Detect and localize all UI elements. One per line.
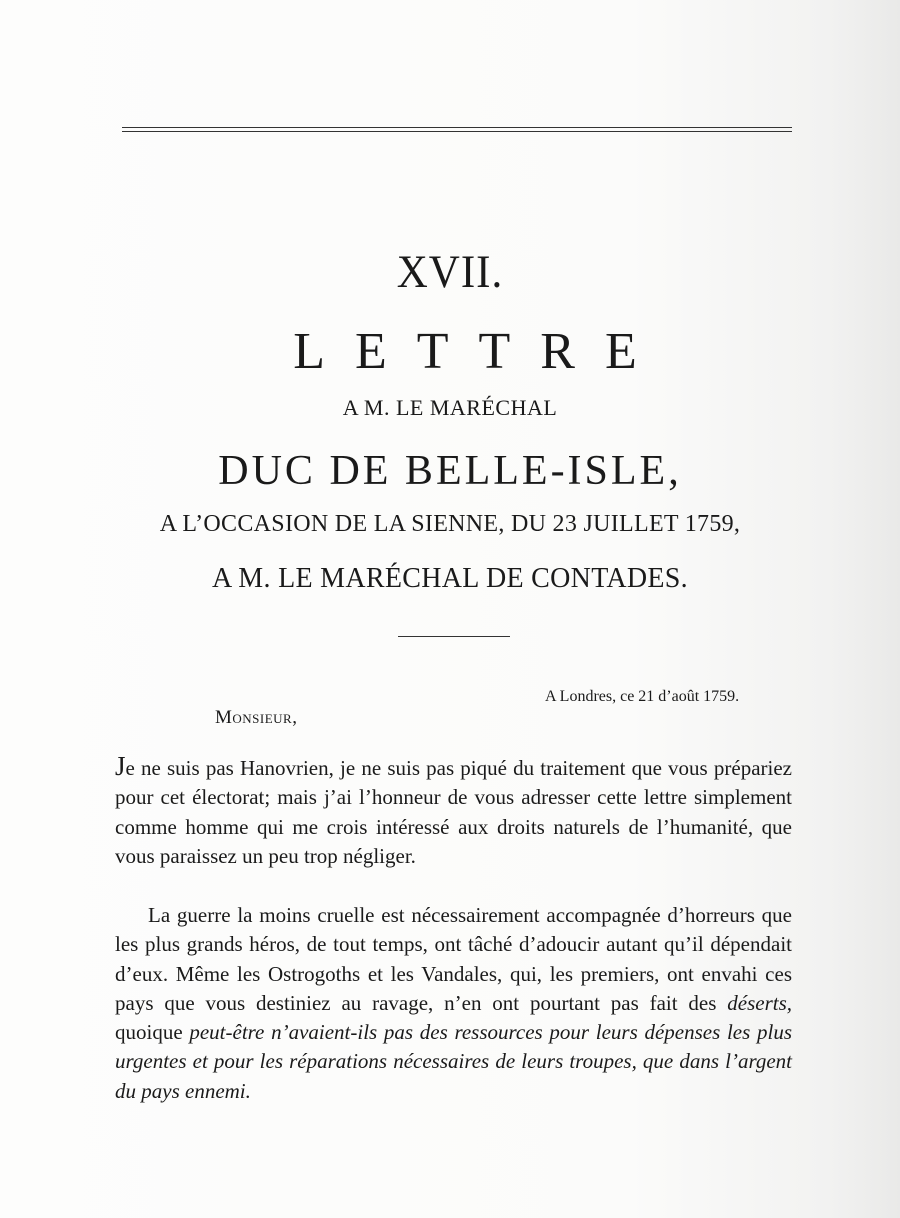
paragraph-2-italic-b: peut-être n’avaient-ils pas des ressources pour leurs dépenses les plus urgentes et pour les réparations nécessaires de leurs troupes, que dans l’argent du pays ennemi. bbox=[115, 1020, 793, 1103]
paragraph-2-text-b: quoique bbox=[115, 1020, 190, 1045]
heading-line-recipient-name: DUC DE BELLE-ISLE, bbox=[218, 448, 682, 494]
salutation: Monsieur, bbox=[215, 707, 298, 728]
initial-letter: J bbox=[115, 751, 126, 781]
dateline: A Londres, ce 21 d’août 1759. bbox=[545, 688, 740, 705]
paragraph-1 bbox=[115, 752, 792, 871]
short-divider-rule bbox=[398, 636, 510, 637]
heading-line-addressee: A M. LE MARÉCHAL DE CONTADES. bbox=[212, 563, 688, 594]
paragraph-2-text-a: La guerre la moins cruelle est nécessairement accompagnée d’horreurs que les plus grands héros, de tout temps, ont tâché d’adoucir autant qu’il dépendait d’eux. Même les Ostrogoths et les Vandales, qui, les premiers, ont envahi ces pays que vous destiniez au ravage, n’en ont pourtant pas fait des bbox=[115, 903, 792, 1015]
heading-line-occasion: A L’OCCASION DE LA SIENNE, DU 23 JUILLET 1759, bbox=[159, 511, 741, 537]
heading-line-recipient-title: A M. LE MARÉCHAL bbox=[342, 395, 558, 420]
top-double-rule bbox=[122, 127, 792, 133]
paragraph-2 bbox=[115, 901, 792, 1106]
paragraph-2-italic-a: déserts, bbox=[727, 990, 792, 1015]
letter-number: XVII. bbox=[396, 247, 504, 298]
paragraph-1-text: e ne suis pas Hanovrien, je ne suis pas piqué du traitement que vous prépariez pour cet électorat; mais j’ai l’honneur de vous adresser cette lettre simplement comme homme qui me crois intéressé aux droits naturels de l’humanité, que vous paraissez un peu trop négliger. bbox=[115, 756, 792, 868]
title-lettre: LETTRE bbox=[293, 323, 667, 380]
